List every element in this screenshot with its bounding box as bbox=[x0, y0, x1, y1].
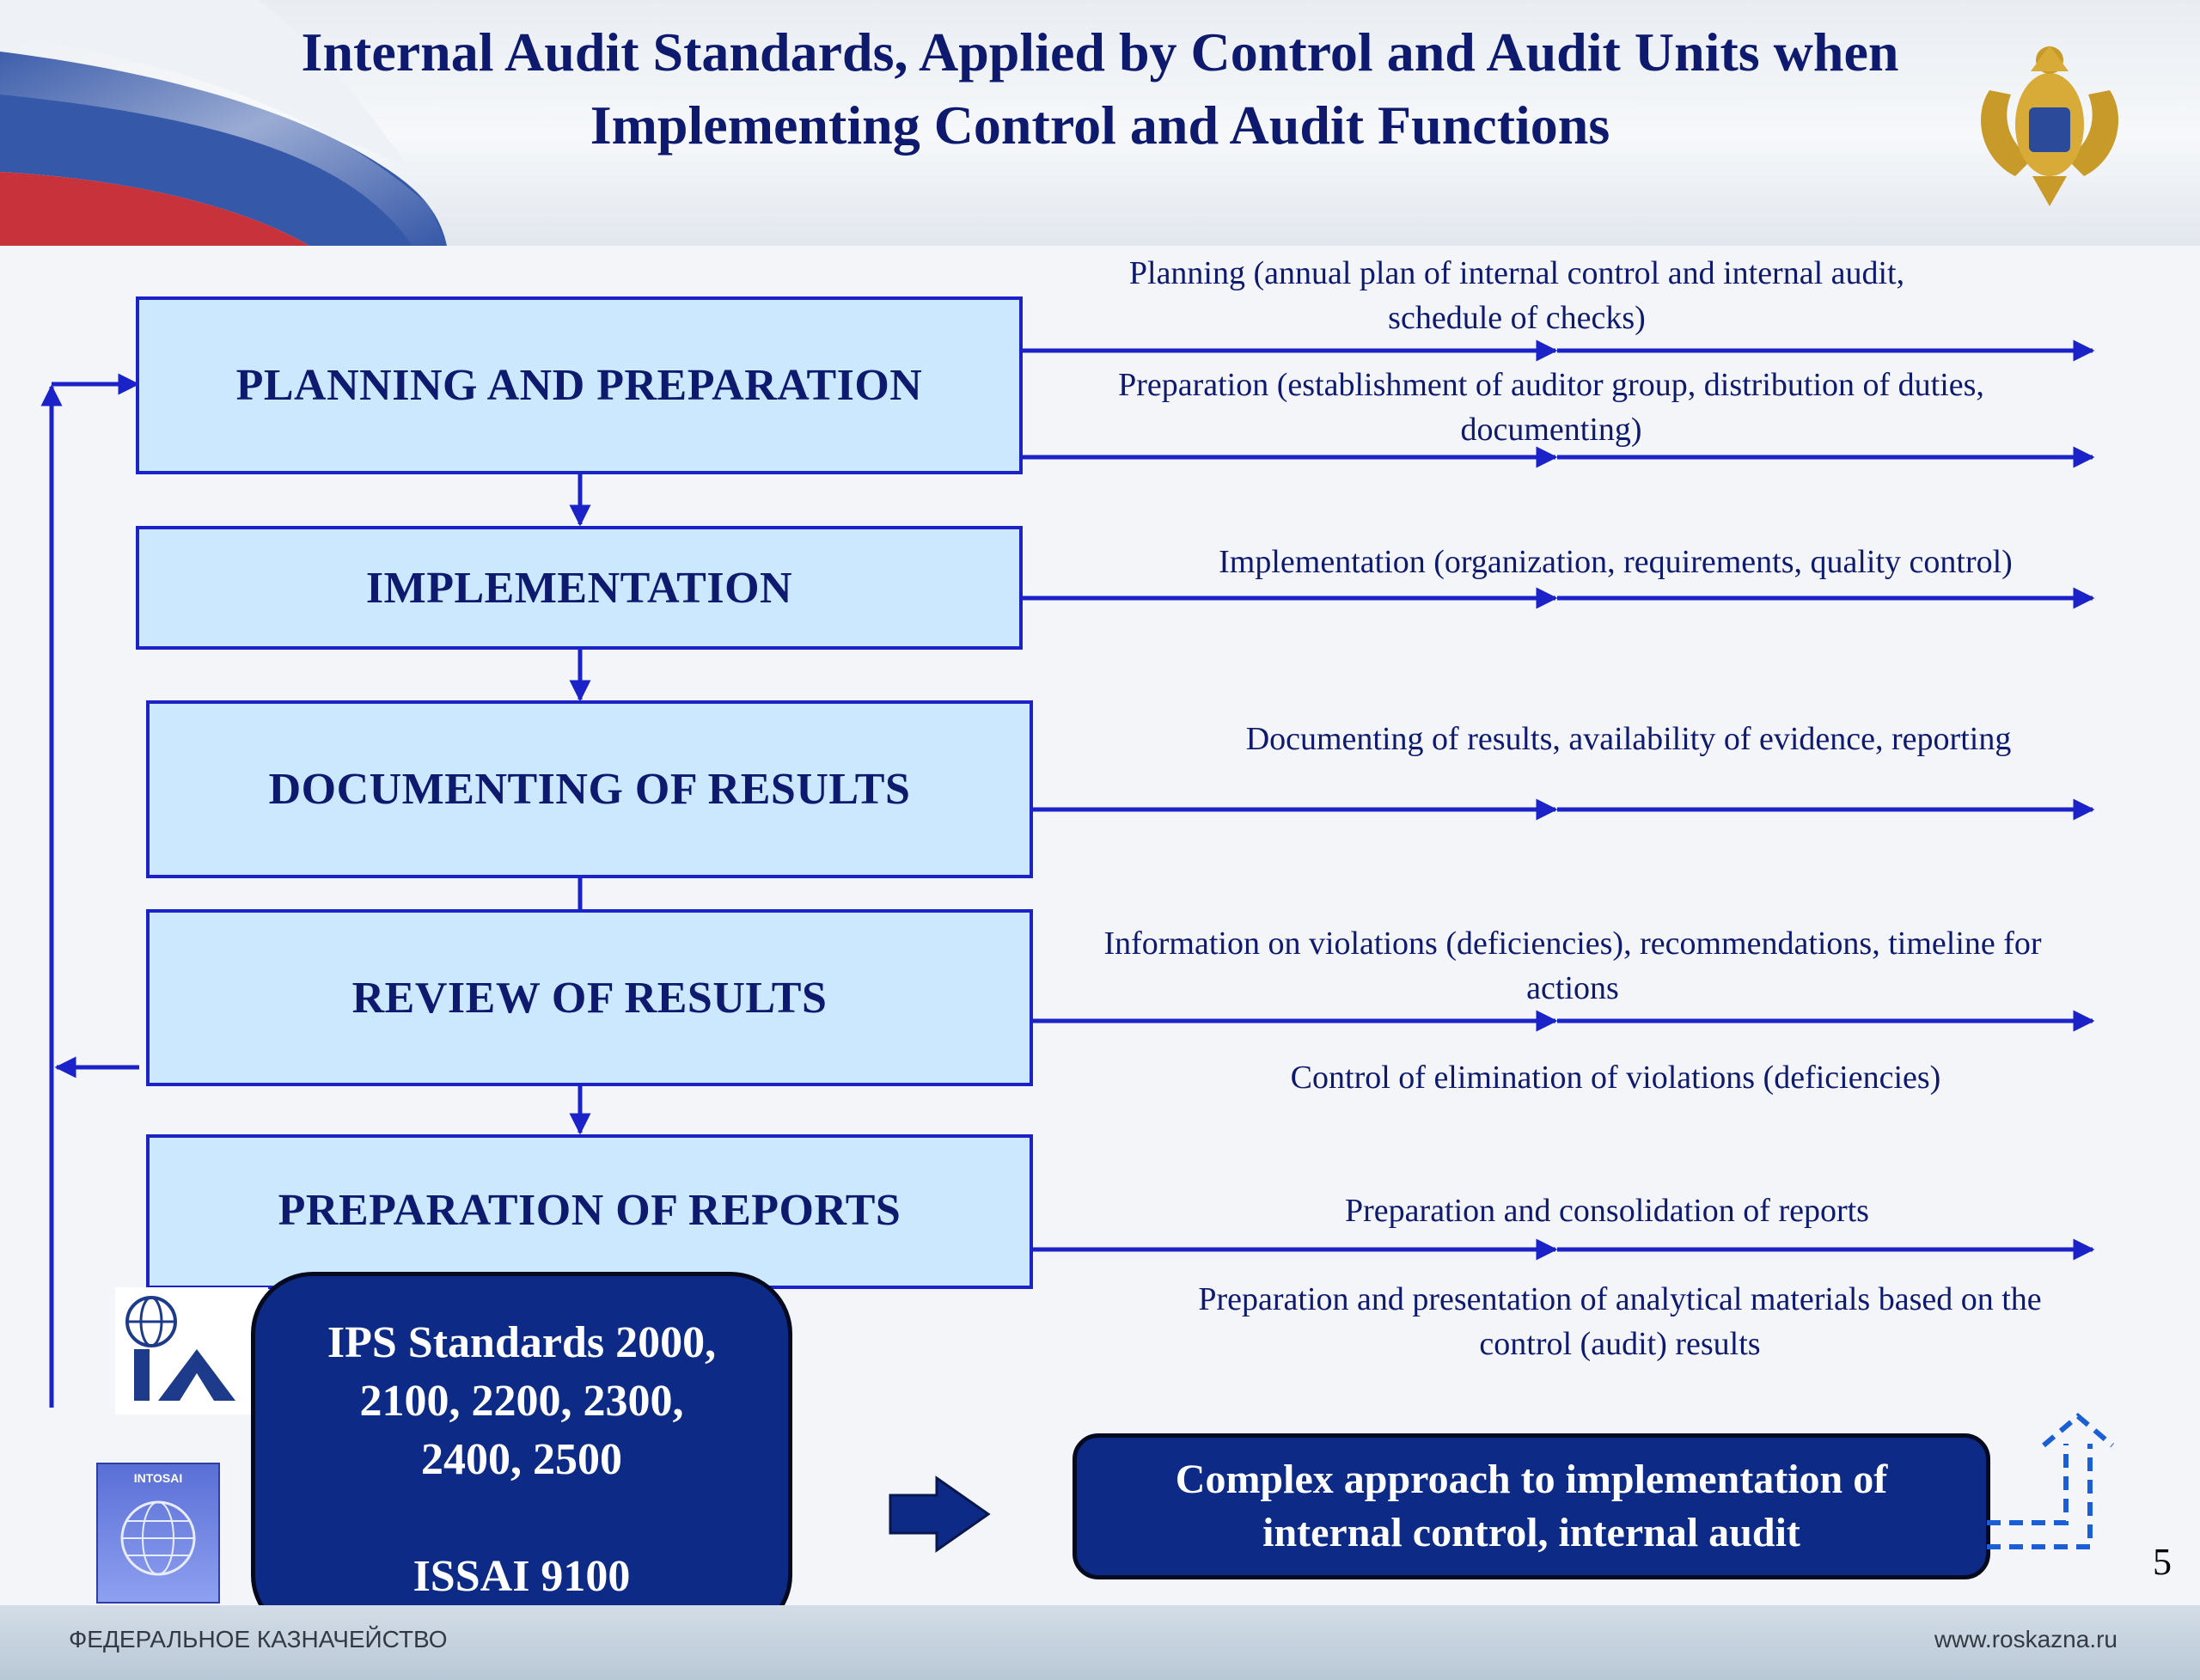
note-reports-consolidation: Preparation and consolidation of reports bbox=[1345, 1193, 1869, 1229]
stage-label: DOCUMENTING OF RESULTS bbox=[268, 765, 911, 814]
issai-line: ISSAI 9100 bbox=[412, 1552, 631, 1601]
ips-line-2: 2100, 2200, 2300, bbox=[359, 1377, 684, 1426]
note-planning: Planning (annual plan of internal control and internal audit, schedule of checks) bbox=[1128, 255, 1905, 336]
page-number: 5 bbox=[2153, 1541, 2172, 1583]
stage-label: PREPARATION OF REPORTS bbox=[278, 1186, 901, 1235]
footer-website-link[interactable]: www.roskazna.ru bbox=[1934, 1626, 2118, 1653]
globe-icon bbox=[98, 1485, 218, 1597]
complex-approach-box bbox=[1072, 1433, 1990, 1579]
footer-organization: ФЕДЕРАЛЬНОЕ КАЗНАЧЕЙСТВО bbox=[69, 1626, 448, 1653]
iia-logo-icon bbox=[115, 1287, 268, 1414]
note-reports-analytical: Preparation and presentation of analytical materials based on the control (audit) results bbox=[1198, 1281, 2042, 1362]
ips-standards-box bbox=[251, 1272, 792, 1637]
note-preparation: Preparation (establishment of auditor group, distribution of duties, documenting) bbox=[1118, 367, 1984, 448]
note-documenting: Documenting of results, availability of evidence, reporting bbox=[1245, 721, 2012, 757]
stage-review-of-results bbox=[146, 909, 1033, 1086]
stage-preparation-of-reports bbox=[146, 1134, 1033, 1289]
approach-line-1: Complex approach to implementation of bbox=[1175, 1457, 1888, 1502]
stage-implementation bbox=[136, 526, 1023, 650]
ips-line-3: 2400, 2500 bbox=[421, 1435, 622, 1484]
note-review-information: Information on violations (deficiencies), recommendations, timeline for actions bbox=[1103, 926, 2042, 1006]
stage-label: PLANNING AND PREPARATION bbox=[235, 361, 923, 410]
stage-planning-and-preparation bbox=[136, 296, 1023, 474]
stage-label: REVIEW OF RESULTS bbox=[351, 973, 828, 1023]
note-implementation: Implementation (organization, requirements, quality control) bbox=[1219, 544, 2013, 580]
intosai-logo bbox=[96, 1463, 220, 1604]
title-line-2: Implementing Control and Audit Functions bbox=[590, 95, 1610, 156]
title-line-1: Internal Audit Standards, Applied by Control and Audit Units when bbox=[301, 21, 1899, 82]
note-review-control: Control of elimination of violations (deficiencies) bbox=[1290, 1060, 1941, 1096]
stage-documenting-of-results bbox=[146, 700, 1033, 878]
iia-logo bbox=[115, 1287, 268, 1414]
ips-line-1: IPS Standards 2000, bbox=[327, 1318, 717, 1367]
stage-label: IMPLEMENTATION bbox=[365, 563, 793, 613]
intosai-label: INTOSAI bbox=[133, 1471, 183, 1485]
approach-line-2: internal control, internal audit bbox=[1262, 1510, 1800, 1555]
